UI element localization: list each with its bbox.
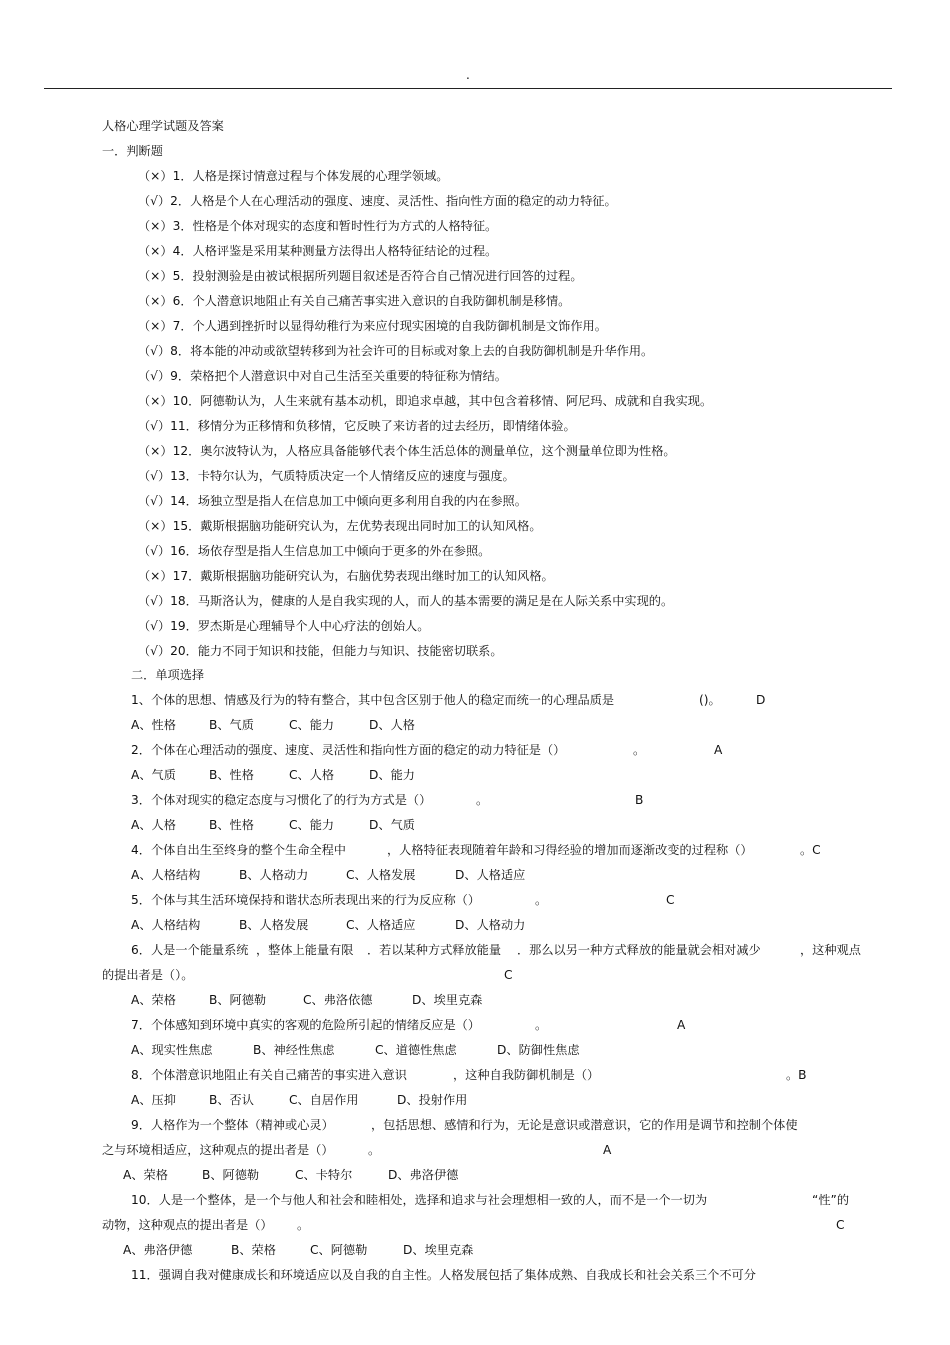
question-stem: 7．个体感知到环境中真实的客观的危险所引起的情绪反应是（） (131, 1018, 481, 1032)
question-stem-cont: ，整体上能量有限 (256, 943, 354, 957)
judgment-item: （×）15．戴斯根据脑功能研究认为，左优势表现出同时加工的认知风格。 (138, 519, 542, 533)
judgment-item: （×）1．人格是探讨情意过程与个体发展的心理学领域。 (138, 169, 449, 183)
question-stem-line2: 动物，这种观点的提出者是（） (102, 1218, 273, 1232)
question-stem: 10．人是一个整体，是一个与他人和社会和睦相处，选择和追求与社会理想相一致的人，而不是一个一切为 (131, 1193, 708, 1207)
option: D、人格动力 (455, 918, 526, 932)
option: A、气质 (131, 768, 176, 782)
option: C、能力 (289, 818, 335, 832)
judgment-item: （×）4．人格评鉴是采用某种测量方法得出人格特征结论的过程。 (138, 244, 498, 258)
option: B、荣格 (231, 1243, 276, 1257)
question-stem-cont: ．若以某种方式释放能量 (367, 943, 502, 957)
answer-key: A (714, 743, 723, 757)
question-stem: 3．个体对现实的稳定态度与习惯化了的行为方式是（） (131, 793, 432, 807)
option: A、弗洛伊德 (123, 1243, 193, 1257)
option: D、埃里克森 (412, 993, 483, 1007)
option: A、人格 (131, 818, 176, 832)
question-tail: 。 (633, 743, 646, 757)
judgment-item: （√）19．罗杰斯是心理辅导个人中心疗法的创始人。 (138, 619, 430, 633)
judgment-item: （√）8．将本能的冲动或欲望转移到为社会许可的目标或对象上去的自我防御机制是升华作用。 (138, 344, 654, 358)
question-tail: 。 (535, 1018, 548, 1032)
option: B、性格 (209, 818, 254, 832)
question-stem: 1、个体的思想、情感及行为的特有整合，其中包含区别于他人的稳定而统一的心理品质是 (131, 693, 615, 707)
option: D、人格 (369, 718, 415, 732)
question-stem-cont: ．那么以另一种方式释放的能量就会相对减少 (517, 943, 761, 957)
answer-key: C (666, 893, 675, 907)
judgment-item: （×）3．性格是个体对现实的态度和暂时性行为方式的人格特征。 (138, 219, 498, 233)
option: C、自居作用 (289, 1093, 359, 1107)
header-rule (44, 88, 892, 89)
question-stem: 11．强调自我对健康成长和环境适应以及自我的自主性。人格发展包括了集体成熟、自我成长和社会关系三个不可分 (131, 1268, 756, 1282)
option: D、人格适应 (455, 868, 526, 882)
answer-key: C (504, 968, 513, 982)
option: C、阿德勒 (310, 1243, 368, 1257)
question-tail: 。 (297, 1218, 310, 1232)
question-stem: 2．个体在心理活动的强度、速度、灵活性和指向性方面的稳定的动力特征是（） (131, 743, 566, 757)
judgment-item: （√）11．移情分为正移情和负移情，它反映了来访者的过去经历，即情绪体验。 (138, 419, 576, 433)
option: C、道德性焦虑 (375, 1043, 457, 1057)
option: B、人格发展 (239, 918, 309, 932)
question-tail: 。 (368, 1143, 381, 1157)
judgment-item: （√）14．场独立型是指人在信息加工中倾向更多利用自我的内在参照。 (138, 494, 527, 508)
question-stem-line2: 之与环境相适应，这种观点的提出者是（） (102, 1143, 334, 1157)
option: C、人格发展 (346, 868, 416, 882)
judgment-item: （×）17．戴斯根据脑功能研究认为，右脑优势表现出继时加工的认知风格。 (138, 569, 554, 583)
answer-key: 。B (786, 1068, 807, 1082)
question-stem-cont: ，这种观点 (800, 943, 861, 957)
option: B、阿德勒 (209, 993, 267, 1007)
judgment-item: （×）7．个人遇到挫折时以显得幼稚行为来应付现实困境的自我防御机制是文饰作用。 (138, 319, 607, 333)
option: A、现实性焦虑 (131, 1043, 213, 1057)
option: D、防御性焦虑 (497, 1043, 580, 1057)
question-stem: 9．人格作为一个整体（精神或心灵） (131, 1118, 334, 1132)
option: D、能力 (369, 768, 415, 782)
option: D、投射作用 (397, 1093, 468, 1107)
answer-key: A (603, 1143, 612, 1157)
question-stem-cont: “性”的 (812, 1193, 850, 1207)
option: B、性格 (209, 768, 254, 782)
judgment-item: （×）12．奥尔波特认为，人格应具备能够代表个体生活总体的测量单位，这个测量单位即为性格。 (138, 444, 676, 458)
question-stem: 5．个体与其生活环境保持和谐状态所表现出来的行为反应称（） (131, 893, 481, 907)
option: A、人格结构 (131, 868, 201, 882)
option: B、阿德勒 (202, 1168, 260, 1182)
judgment-item: （×）6．个人潜意识地阻止有关自己痛苦事实进入意识的自我防御机制是移情。 (138, 294, 571, 308)
judgment-item: （√）9．荣格把个人潜意识中对自己生活至关重要的特征称为情结。 (138, 369, 507, 383)
section-heading-choice: 二．单项选择 (131, 668, 205, 682)
option: B、气质 (209, 718, 254, 732)
question-paren: ()。 (699, 693, 721, 707)
answer-key: 。C (800, 843, 821, 857)
option: C、弗洛依德 (303, 993, 373, 1007)
option: B、人格动力 (239, 868, 309, 882)
question-stem: 6．人是一个能量系统 (131, 943, 249, 957)
option: C、人格适应 (346, 918, 416, 932)
option: B、否认 (209, 1093, 254, 1107)
document-title: 人格心理学试题及答案 (102, 119, 224, 133)
question-stem-cont: ，这种自我防御机制是（） (453, 1068, 600, 1082)
section-heading-judgment: 一．判断题 (102, 144, 163, 158)
answer-key: A (677, 1018, 686, 1032)
question-stem-cont: ，包括思想、感情和行为，无论是意识或潜意识，它的作用是调节和控制个体使 (371, 1118, 798, 1132)
option: C、卡特尔 (295, 1168, 353, 1182)
option: D、弗洛伊德 (388, 1168, 459, 1182)
question-stem-line2: 的提出者是（）。 (102, 968, 194, 982)
answer-key: B (635, 793, 644, 807)
option: B、神经性焦虑 (253, 1043, 335, 1057)
question-stem: 4．个体自出生至终身的整个生命全程中 (131, 843, 346, 857)
judgment-item: （√）2．人格是个人在心理活动的强度、速度、灵活性、指向性方面的稳定的动力特征。 (138, 194, 617, 208)
answer-key: C (836, 1218, 845, 1232)
judgment-item: （√）16．场依存型是指人生信息加工中倾向于更多的外在参照。 (138, 544, 491, 558)
option: A、压抑 (131, 1093, 176, 1107)
question-tail: 。 (535, 893, 548, 907)
option: A、荣格 (131, 993, 176, 1007)
judgment-item: （√）20．能力不同于知识和技能，但能力与知识、技能密切联系。 (138, 644, 503, 658)
header-dot: . (466, 68, 470, 82)
answer-key: D (756, 693, 766, 707)
option: C、能力 (289, 718, 335, 732)
option: A、人格结构 (131, 918, 201, 932)
judgment-item: （√）13．卡特尔认为，气质特质决定一个人情绪反应的速度与强度。 (138, 469, 515, 483)
option: D、埃里克森 (403, 1243, 474, 1257)
judgment-item: （√）18．马斯洛认为，健康的人是自我实现的人，而人的基本需要的满足是在人际关系中实现的。 (138, 594, 674, 608)
option: C、人格 (289, 768, 335, 782)
question-tail: 。 (476, 793, 489, 807)
judgment-item: （×）10．阿德勒认为，人生来就有基本动机，即追求卓越，其中包含着移情、阿尼玛、成就和自我实现。 (138, 394, 713, 408)
judgment-item: （×）5．投射测验是由被试根据所列题目叙述是否符合自己情况进行回答的过程。 (138, 269, 583, 283)
question-stem: 8．个体潜意识地阻止有关自己痛苦的事实进入意识 (131, 1068, 407, 1082)
question-stem-cont: ，人格特征表现随着年龄和习得经验的增加而逐渐改变的过程称（） (387, 843, 753, 857)
option: A、性格 (131, 718, 176, 732)
option: D、气质 (369, 818, 415, 832)
option: A、荣格 (123, 1168, 168, 1182)
